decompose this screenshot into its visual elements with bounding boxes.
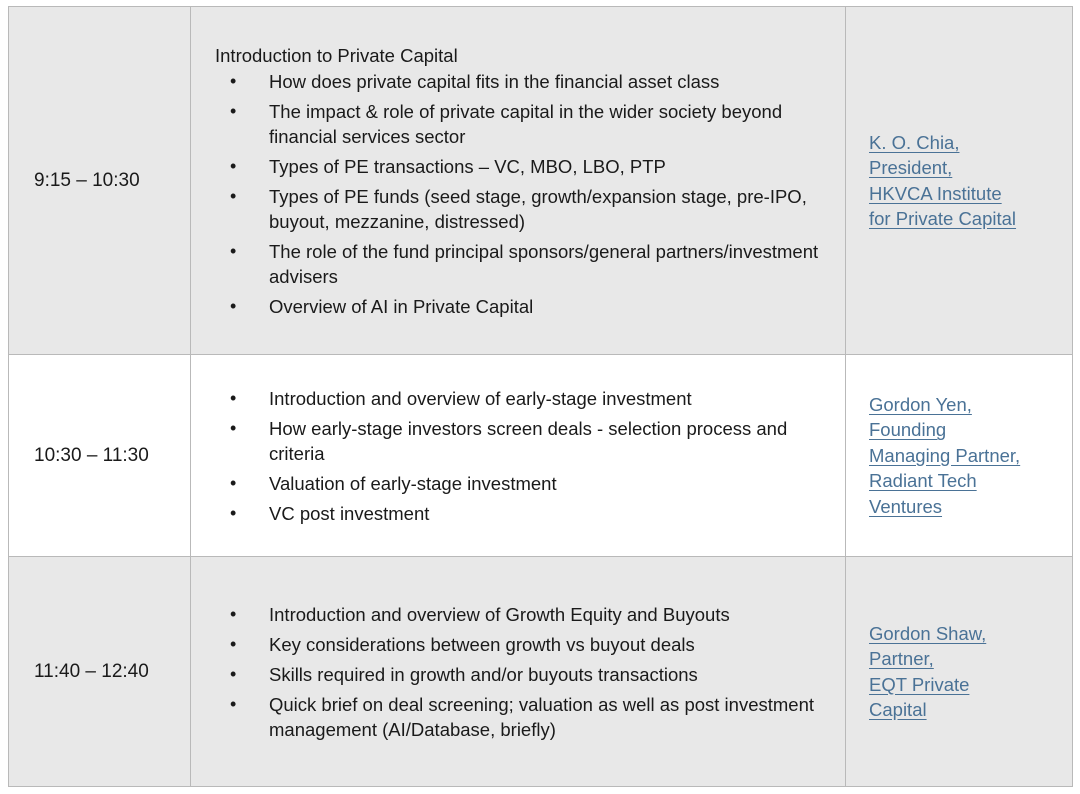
session-intro: Introduction to Private Capital xyxy=(215,44,458,66)
topic-item: • How early-stage investors screen deals - selection process and criteria xyxy=(230,417,788,464)
topic-item: • Introduction and overview of early-stage investment xyxy=(230,387,692,409)
session-row xyxy=(9,557,1073,787)
speaker-line[interactable]: Radiant Tech xyxy=(869,470,977,492)
speaker-link[interactable] xyxy=(846,7,1073,355)
bullet-icon: • xyxy=(230,387,237,408)
bullet-icon: • xyxy=(230,155,237,176)
speaker-line[interactable]: EQT Private xyxy=(869,673,970,695)
bullet-icon: • xyxy=(230,185,237,206)
session-row xyxy=(9,7,1073,355)
session-topics xyxy=(191,557,846,787)
topic-item: • Skills required in growth and/or buyouts transactions xyxy=(230,663,698,685)
topic-item: • Introduction and overview of Growth Equity and Buyouts xyxy=(230,603,730,625)
topic-list xyxy=(215,602,833,742)
topic-item: • The impact & role of private capital in the wider society beyond financial services sector xyxy=(230,100,783,147)
speaker-link[interactable] xyxy=(846,355,1073,557)
session-time: 10:30 – 11:30 xyxy=(9,355,191,557)
speaker-line[interactable]: HKVCA Institute xyxy=(869,182,1002,204)
topic-item: • Types of PE funds (seed stage, growth/expansion stage, pre-IPO, buyout, mezzanine, distressed) xyxy=(230,185,807,232)
topic-list xyxy=(215,69,833,319)
speaker-line[interactable]: Gordon Shaw, xyxy=(869,622,987,644)
topic-item: • How does private capital fits in the financial asset class xyxy=(230,70,720,92)
bullet-icon: • xyxy=(230,633,237,654)
topic-item: • Overview of AI in Private Capital xyxy=(230,295,534,317)
speaker-line[interactable]: K. O. Chia, xyxy=(869,131,960,153)
bullet-icon: • xyxy=(230,100,237,121)
bullet-icon: • xyxy=(230,472,237,493)
topic-item: • Quick brief on deal screening; valuation as well as post investment management (AI/Database, briefly) xyxy=(230,693,815,740)
speaker-line[interactable]: Capital xyxy=(869,699,927,720)
speaker-line[interactable]: President, xyxy=(869,157,953,178)
topic-item: • VC post investment xyxy=(230,502,430,524)
bullet-icon: • xyxy=(230,693,237,714)
session-topics xyxy=(191,355,846,557)
topic-item: • Types of PE transactions – VC, MBO, LBO, PTP xyxy=(230,155,666,177)
bullet-icon: • xyxy=(230,70,237,91)
topic-item: • Valuation of early-stage investment xyxy=(230,472,557,494)
session-time: 11:40 – 12:40 xyxy=(9,557,191,787)
speaker-link[interactable] xyxy=(846,557,1073,787)
speaker-line[interactable]: Managing Partner, xyxy=(869,444,1021,466)
speaker-line[interactable]: Founding xyxy=(869,419,947,441)
speaker-line[interactable]: Gordon Yen, xyxy=(869,393,972,415)
session-row xyxy=(9,355,1073,557)
bullet-icon: • xyxy=(230,295,237,316)
session-time: 9:15 – 10:30 xyxy=(9,7,191,355)
bullet-icon: • xyxy=(230,603,237,624)
topic-item: • The role of the fund principal sponsors/general partners/investment advisers xyxy=(230,240,819,287)
speaker-line[interactable]: for Private Capital xyxy=(869,208,1017,229)
speaker-line[interactable]: Ventures xyxy=(869,495,943,517)
bullet-icon: • xyxy=(230,417,237,438)
bullet-icon: • xyxy=(230,663,237,684)
topic-list xyxy=(215,386,833,526)
topic-item: • Key considerations between growth vs buyout deals xyxy=(230,633,695,655)
bullet-icon: • xyxy=(230,240,237,261)
session-topics xyxy=(191,7,846,355)
schedule-table xyxy=(8,6,1073,787)
speaker-line[interactable]: Partner, xyxy=(869,648,934,669)
bullet-icon: • xyxy=(230,502,237,523)
